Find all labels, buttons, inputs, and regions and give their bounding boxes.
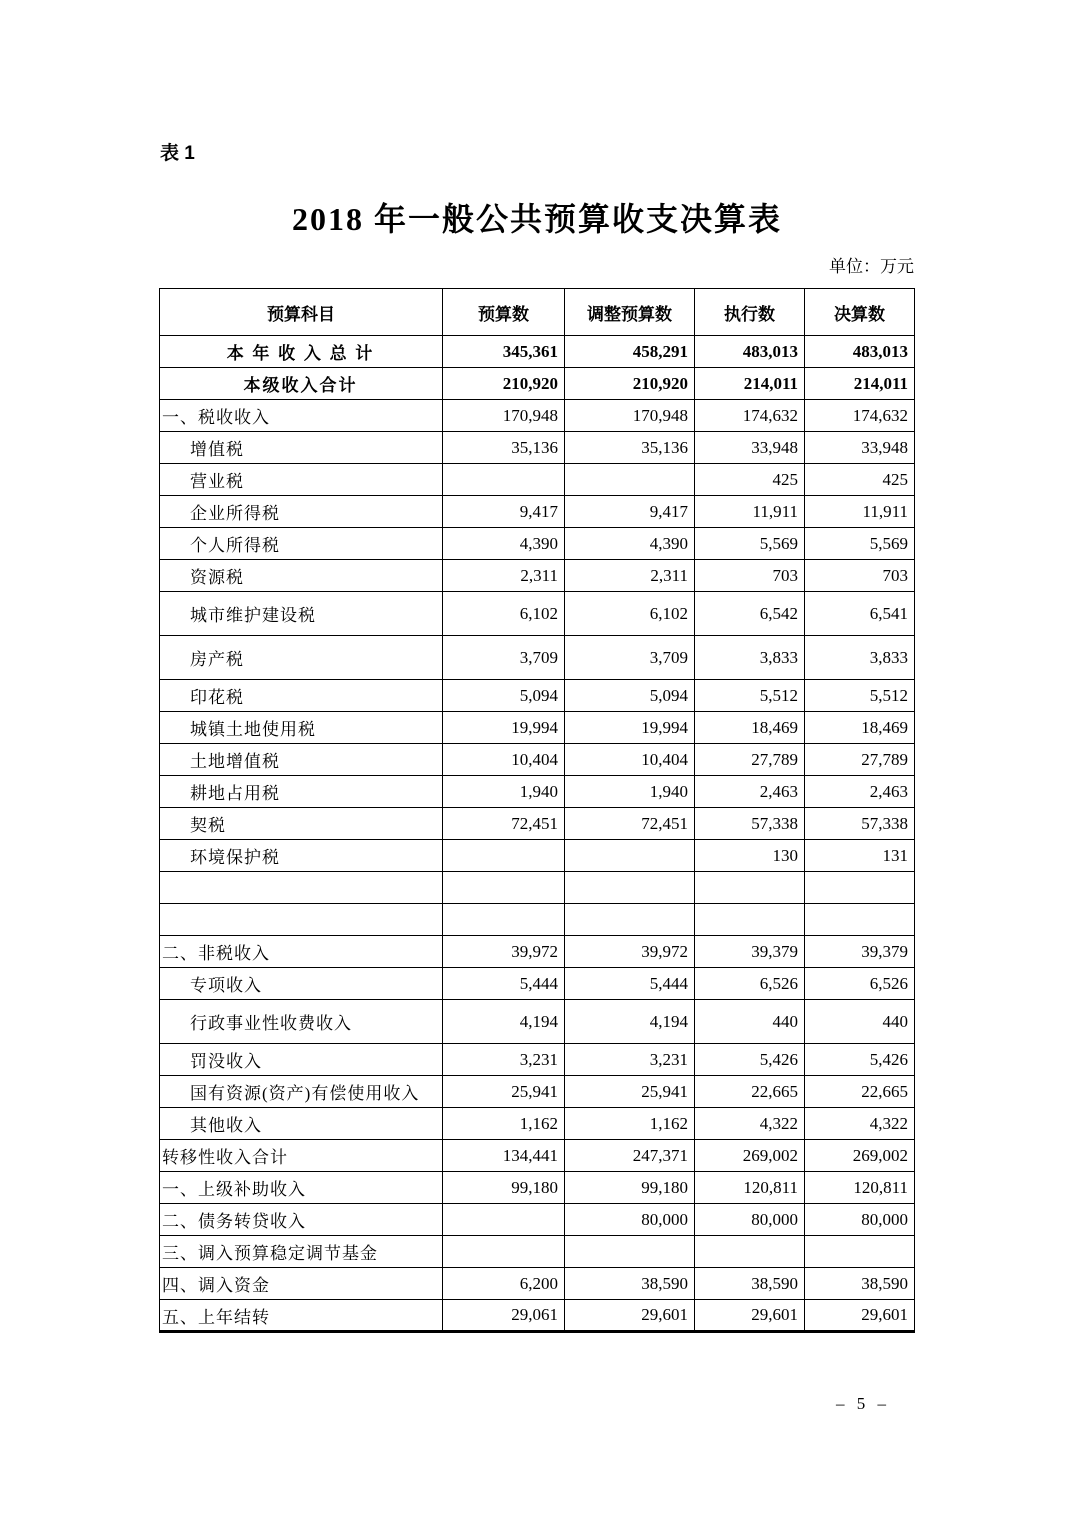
table-row xyxy=(160,432,915,464)
cell-value: 38,590 xyxy=(695,1268,805,1300)
unit-note: 单位：万元 xyxy=(829,257,914,276)
cell-value: 29,601 xyxy=(565,1300,695,1332)
row-label xyxy=(160,904,443,936)
cell-value xyxy=(443,464,565,496)
row-label: 城镇土地使用税 xyxy=(160,712,443,744)
cell-value: 6,542 xyxy=(695,592,805,636)
table-row xyxy=(160,336,915,368)
cell-value xyxy=(695,904,805,936)
cell-value: 38,590 xyxy=(565,1268,695,1300)
cell-value: 131 xyxy=(805,840,915,872)
cell-value: 80,000 xyxy=(695,1204,805,1236)
cell-value: 6,526 xyxy=(805,968,915,1000)
cell-value: 120,811 xyxy=(805,1172,915,1204)
cell-value: 6,102 xyxy=(565,592,695,636)
table-header xyxy=(160,289,915,336)
cell-value: 10,404 xyxy=(443,744,565,776)
table-row xyxy=(160,464,915,496)
table-row xyxy=(160,1172,915,1204)
table-row xyxy=(160,712,915,744)
table-row xyxy=(160,840,915,872)
cell-value: 4,390 xyxy=(443,528,565,560)
table-row xyxy=(160,496,915,528)
table-row xyxy=(160,808,915,840)
cell-value: 5,094 xyxy=(565,680,695,712)
table-row xyxy=(160,1300,915,1332)
cell-value: 4,322 xyxy=(805,1108,915,1140)
cell-value: 6,102 xyxy=(443,592,565,636)
table-row xyxy=(160,872,915,904)
cell-value: 3,709 xyxy=(443,636,565,680)
row-label: 一、税收收入 xyxy=(160,400,443,432)
cell-value xyxy=(565,840,695,872)
cell-value xyxy=(565,1236,695,1268)
cell-value: 345,361 xyxy=(443,336,565,368)
cell-value: 2,463 xyxy=(805,776,915,808)
cell-value: 4,390 xyxy=(565,528,695,560)
table-row xyxy=(160,936,915,968)
cell-value: 440 xyxy=(805,1000,915,1044)
cell-value: 22,665 xyxy=(805,1076,915,1108)
row-label: 转移性收入合计 xyxy=(160,1140,443,1172)
cell-value: 174,632 xyxy=(695,400,805,432)
cell-value: 72,451 xyxy=(443,808,565,840)
cell-value xyxy=(805,1236,915,1268)
cell-value: 5,426 xyxy=(695,1044,805,1076)
cell-value: 425 xyxy=(805,464,915,496)
cell-value: 9,417 xyxy=(565,496,695,528)
cell-value: 5,426 xyxy=(805,1044,915,1076)
cell-value: 174,632 xyxy=(805,400,915,432)
cell-value xyxy=(443,904,565,936)
table-row xyxy=(160,776,915,808)
cell-value: 703 xyxy=(805,560,915,592)
column-header-final: 决算数 xyxy=(805,289,915,336)
cell-value: 35,136 xyxy=(565,432,695,464)
cell-value xyxy=(565,872,695,904)
column-header-execution: 执行数 xyxy=(695,289,805,336)
cell-value: 210,920 xyxy=(565,368,695,400)
column-header-subject: 预算科目 xyxy=(160,289,443,336)
cell-value: 120,811 xyxy=(695,1172,805,1204)
cell-value: 214,011 xyxy=(695,368,805,400)
cell-value: 9,417 xyxy=(443,496,565,528)
cell-value: 5,444 xyxy=(443,968,565,1000)
cell-value: 39,379 xyxy=(805,936,915,968)
row-label: 城市维护建设税 xyxy=(160,592,443,636)
cell-value: 22,665 xyxy=(695,1076,805,1108)
cell-value xyxy=(695,872,805,904)
cell-value: 1,162 xyxy=(443,1108,565,1140)
table-row xyxy=(160,1076,915,1108)
cell-value: 5,094 xyxy=(443,680,565,712)
table-row xyxy=(160,400,915,432)
cell-value: 214,011 xyxy=(805,368,915,400)
cell-value: 39,972 xyxy=(443,936,565,968)
cell-value: 5,569 xyxy=(805,528,915,560)
table-row xyxy=(160,904,915,936)
row-label: 四、调入资金 xyxy=(160,1268,443,1300)
cell-value: 2,311 xyxy=(565,560,695,592)
table-row xyxy=(160,1108,915,1140)
header-row xyxy=(160,289,915,336)
table-row xyxy=(160,680,915,712)
cell-value: 134,441 xyxy=(443,1140,565,1172)
row-label: 本级收入合计 xyxy=(160,368,443,400)
row-label: 专项收入 xyxy=(160,968,443,1000)
row-label: 企业所得税 xyxy=(160,496,443,528)
table-row xyxy=(160,744,915,776)
cell-value: 269,002 xyxy=(695,1140,805,1172)
cell-value: 1,940 xyxy=(443,776,565,808)
cell-value: 703 xyxy=(695,560,805,592)
page-number: – 5 – xyxy=(836,1394,890,1413)
cell-value: 5,444 xyxy=(565,968,695,1000)
cell-value: 35,136 xyxy=(443,432,565,464)
cell-value: 483,013 xyxy=(695,336,805,368)
row-label: 国有资源(资产)有偿使用收入 xyxy=(160,1076,443,1108)
row-label xyxy=(160,872,443,904)
table-row xyxy=(160,968,915,1000)
table-row xyxy=(160,1236,915,1268)
cell-value: 4,194 xyxy=(443,1000,565,1044)
row-label: 罚没收入 xyxy=(160,1044,443,1076)
cell-value: 18,469 xyxy=(695,712,805,744)
row-label: 资源税 xyxy=(160,560,443,592)
cell-value: 27,789 xyxy=(695,744,805,776)
cell-value: 29,601 xyxy=(695,1300,805,1332)
cell-value: 4,194 xyxy=(565,1000,695,1044)
cell-value: 3,833 xyxy=(805,636,915,680)
table-row xyxy=(160,1140,915,1172)
cell-value: 5,569 xyxy=(695,528,805,560)
cell-value: 425 xyxy=(695,464,805,496)
cell-value: 1,162 xyxy=(565,1108,695,1140)
cell-value: 5,512 xyxy=(695,680,805,712)
row-label: 土地增值税 xyxy=(160,744,443,776)
cell-value xyxy=(565,464,695,496)
row-label: 增值税 xyxy=(160,432,443,464)
row-label: 其他收入 xyxy=(160,1108,443,1140)
table-row xyxy=(160,560,915,592)
table-number-label: 表 1 xyxy=(160,143,195,164)
cell-value: 57,338 xyxy=(805,808,915,840)
row-label: 耕地占用税 xyxy=(160,776,443,808)
table-row xyxy=(160,1000,915,1044)
row-label: 房产税 xyxy=(160,636,443,680)
column-header-adjusted-budget: 调整预算数 xyxy=(565,289,695,336)
cell-value: 19,994 xyxy=(565,712,695,744)
cell-value: 57,338 xyxy=(695,808,805,840)
row-label: 二、债务转贷收入 xyxy=(160,1204,443,1236)
row-label: 本 年 收 入 总 计 xyxy=(160,336,443,368)
cell-value: 11,911 xyxy=(695,496,805,528)
cell-value: 18,469 xyxy=(805,712,915,744)
cell-value: 10,404 xyxy=(565,744,695,776)
cell-value: 269,002 xyxy=(805,1140,915,1172)
cell-value: 38,590 xyxy=(805,1268,915,1300)
cell-value: 3,709 xyxy=(565,636,695,680)
row-label: 个人所得税 xyxy=(160,528,443,560)
cell-value: 80,000 xyxy=(565,1204,695,1236)
row-label: 五、上年结转 xyxy=(160,1300,443,1332)
cell-value: 99,180 xyxy=(565,1172,695,1204)
cell-value: 39,379 xyxy=(695,936,805,968)
cell-value: 210,920 xyxy=(443,368,565,400)
cell-value: 29,601 xyxy=(805,1300,915,1332)
cell-value: 19,994 xyxy=(443,712,565,744)
cell-value xyxy=(443,1204,565,1236)
cell-value: 4,322 xyxy=(695,1108,805,1140)
table-row xyxy=(160,1044,915,1076)
cell-value: 99,180 xyxy=(443,1172,565,1204)
cell-value xyxy=(443,1236,565,1268)
row-label: 行政事业性收费收入 xyxy=(160,1000,443,1044)
cell-value: 5,512 xyxy=(805,680,915,712)
cell-value: 25,941 xyxy=(443,1076,565,1108)
cell-value: 29,061 xyxy=(443,1300,565,1332)
budget-table-body xyxy=(160,336,915,1332)
cell-value xyxy=(695,1236,805,1268)
cell-value: 2,311 xyxy=(443,560,565,592)
cell-value: 33,948 xyxy=(695,432,805,464)
cell-value: 27,789 xyxy=(805,744,915,776)
cell-value: 11,911 xyxy=(805,496,915,528)
cell-value: 6,526 xyxy=(695,968,805,1000)
column-header-budget: 预算数 xyxy=(443,289,565,336)
budget-table xyxy=(159,288,915,1333)
cell-value xyxy=(565,904,695,936)
table-row xyxy=(160,528,915,560)
cell-value: 72,451 xyxy=(565,808,695,840)
cell-value: 440 xyxy=(695,1000,805,1044)
row-label: 印花税 xyxy=(160,680,443,712)
cell-value: 6,541 xyxy=(805,592,915,636)
row-label: 环境保护税 xyxy=(160,840,443,872)
row-label: 二、非税收入 xyxy=(160,936,443,968)
row-label: 一、上级补助收入 xyxy=(160,1172,443,1204)
cell-value: 1,940 xyxy=(565,776,695,808)
cell-value: 247,371 xyxy=(565,1140,695,1172)
cell-value: 3,231 xyxy=(443,1044,565,1076)
cell-value: 170,948 xyxy=(565,400,695,432)
cell-value xyxy=(805,904,915,936)
cell-value: 2,463 xyxy=(695,776,805,808)
row-label: 契税 xyxy=(160,808,443,840)
cell-value: 6,200 xyxy=(443,1268,565,1300)
cell-value: 39,972 xyxy=(565,936,695,968)
table-row xyxy=(160,636,915,680)
cell-value: 458,291 xyxy=(565,336,695,368)
cell-value xyxy=(805,872,915,904)
table-row xyxy=(160,368,915,400)
row-label: 营业税 xyxy=(160,464,443,496)
cell-value xyxy=(443,872,565,904)
cell-value: 80,000 xyxy=(805,1204,915,1236)
cell-value: 3,231 xyxy=(565,1044,695,1076)
cell-value: 33,948 xyxy=(805,432,915,464)
cell-value: 130 xyxy=(695,840,805,872)
page-title: 2018 年一般公共预算收支决算表 xyxy=(291,201,782,237)
cell-value: 483,013 xyxy=(805,336,915,368)
table-row xyxy=(160,1204,915,1236)
cell-value: 170,948 xyxy=(443,400,565,432)
cell-value: 3,833 xyxy=(695,636,805,680)
table-row xyxy=(160,592,915,636)
cell-value xyxy=(443,840,565,872)
table-row xyxy=(160,1268,915,1300)
cell-value: 25,941 xyxy=(565,1076,695,1108)
row-label: 三、调入预算稳定调节基金 xyxy=(160,1236,443,1268)
